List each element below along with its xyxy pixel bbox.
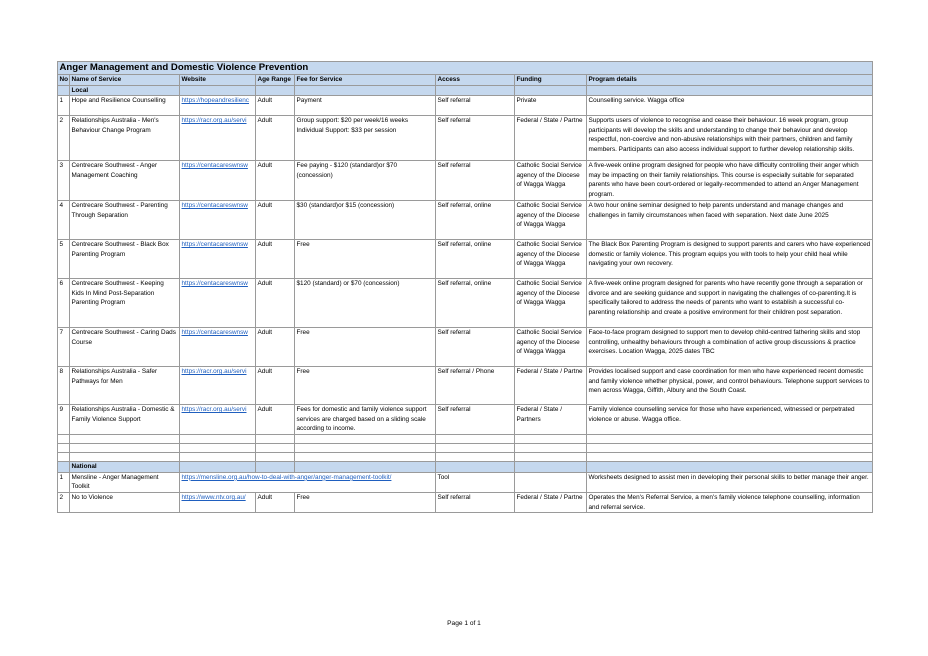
age-range: Adult [256,240,295,279]
empty-cell [70,435,180,444]
table-row [58,367,873,405]
program-details: Face-to-face program designed to support men to develop child-centred fathering skills and stop controlling, unhealthy behaviours through a combination of active group discussions & practice exercises. Location Wagga, 2025 dates TBC [587,328,873,367]
empty-cell [295,453,436,462]
service-name: No to Violence [70,492,180,512]
empty-cell [180,444,256,453]
funding: Private [515,96,587,116]
age-range: Adult [256,279,295,328]
empty-cell [58,444,70,453]
row-number: 2 [58,492,70,512]
website-link[interactable]: https://hopeandresilienc [180,96,256,116]
section-name: Local [70,85,180,96]
age-range: Adult [256,492,295,512]
empty-cell [587,85,873,96]
table-row [58,328,873,367]
table-row [58,405,873,435]
age-range: Adult [256,328,295,367]
empty-cell [587,462,873,473]
program-details: A two hour online seminar designed to help parents understand and manage changes and challenges in family circumstances when faced with separation. Next date June 2025 [587,201,873,240]
row-number: 9 [58,405,70,435]
service-name: Centrecare Southwest - Parenting Through Separation [70,201,180,240]
empty-cell [515,85,587,96]
age-range: Adult [256,96,295,116]
empty-cell [70,453,180,462]
funding [515,472,587,492]
service-name: Mensline - Anger Management Toolkit [70,472,180,492]
empty-cell [436,462,515,473]
section-name: National [70,462,180,473]
age-range: Adult [256,116,295,161]
table-row [58,492,873,512]
program-details: Operates the Men's Referral Service, a men's family violence telephone counselling, information and referral service. [587,492,873,512]
col-header-name: Name of Service [70,75,180,86]
service-name: Relationships Australia - Domestic & Family Violence Support [70,405,180,435]
fee-for-service: Free [295,240,436,279]
website-link[interactable]: https://centacareswnsw [180,279,256,328]
empty-cell [180,453,256,462]
fee-for-service: Free [295,328,436,367]
table-row [58,472,873,492]
program-details: A five-week online program designed for people who have difficulty controlling their anger which may be impacting on their family relationships. This course is especially suitable for separated parents who have been court-ordered or legally-recommended to attend an Anger Management program. [587,161,873,201]
services-table [57,61,873,513]
empty-cell [180,85,256,96]
empty-cell [256,444,295,453]
empty-cell [295,435,436,444]
access: Self referral [436,161,515,201]
empty-cell [256,435,295,444]
empty-cell [295,85,436,96]
table-row [58,161,873,201]
fee-for-service: Fee paying - $120 (standard)or $70 (concession) [295,161,436,201]
empty-row [58,453,873,462]
funding: Catholic Social Service agency of the Diocese of Wagga Wagga [515,240,587,279]
service-name: Hope and Resilience Counselling [70,96,180,116]
empty-cell [295,444,436,453]
website-link[interactable]: https://centacareswnsw [180,201,256,240]
empty-cell [256,453,295,462]
col-header-fee: Fee for Service [295,75,436,86]
funding: Federal / State / Partne [515,367,587,405]
access: Self referral [436,116,515,161]
website-link[interactable]: https://centacareswnsw [180,328,256,367]
col-header-details: Program details [587,75,873,86]
col-header-funding: Funding [515,75,587,86]
row-number: 7 [58,328,70,367]
funding: Federal / State / Partne [515,492,587,512]
empty-cell [436,435,515,444]
empty-cell [515,435,587,444]
row-number: 6 [58,279,70,328]
empty-cell [180,435,256,444]
row-number: 2 [58,116,70,161]
empty-cell [180,462,256,473]
funding: Catholic Social Service agency of the Diocese of Wagga Wagga [515,161,587,201]
website-link[interactable]: https://racr.org.au/servi [180,367,256,405]
empty-cell [436,444,515,453]
website-link[interactable]: https://mensline.org.au/how-to-deal-with-anger/anger-management-toolkit/ [180,472,436,492]
table-row [58,116,873,161]
website-link[interactable]: https://racr.org.au/servi [180,405,256,435]
title-row [58,62,873,75]
program-details: The Black Box Parenting Program is designed to support parents and carers who have experienced domestic or family violence. This program equips you with tools to help your child heal while navigating your own recovery. [587,240,873,279]
header-row [58,75,873,86]
fee-for-service: Free [295,492,436,512]
website-link[interactable]: https://centacareswnsw [180,161,256,201]
service-name: Centrecare Southwest - Keeping Kids In Mind Post-Separation Parenting Program [70,279,180,328]
age-range: Adult [256,367,295,405]
empty-row [58,444,873,453]
col-header-access: Access [436,75,515,86]
table-row [58,96,873,116]
access: Self referral, online [436,240,515,279]
funding: Catholic Social Service agency of the Diocese of Wagga Wagga [515,279,587,328]
access: Self referral, online [436,201,515,240]
fee-for-service: $120 (standard) or $70 (concession) [295,279,436,328]
service-name: Centrecare Southwest - Caring Dads Course [70,328,180,367]
fee-for-service: $30 (standard)or $15 (concession) [295,201,436,240]
service-name: Relationships Australia - Safer Pathways for Men [70,367,180,405]
age-range: Adult [256,161,295,201]
website-link[interactable]: https://www.ntv.org.au/ [180,492,256,512]
fee-for-service: Group support: $20 per week/16 weeks Individual Support: $33 per session [295,116,436,161]
empty-cell [515,444,587,453]
fee-for-service: Payment [295,96,436,116]
access: Self referral [436,96,515,116]
page-footer: Page 1 of 1 [447,620,481,627]
section-row [58,85,873,96]
empty-cell [587,435,873,444]
empty-cell [295,462,436,473]
empty-cell [58,435,70,444]
empty-cell [256,85,295,96]
service-name: Centrecare Southwest - Black Box Parenting Program [70,240,180,279]
access: Self referral / Phone [436,367,515,405]
empty-cell [436,85,515,96]
access: Self referral [436,492,515,512]
program-details: Family violence counselling service for those who have experienced, witnessed or perpetrated violence or abuse. Wagga office. [587,405,873,435]
empty-cell [70,444,180,453]
col-header-age-range: Age Range [256,75,295,86]
program-details: A five-week online program designed for parents who have recently gone through a separation or divorce and are seeking guidance and support in navigating the challenges of co-parenting.It is specifically tailored to address the needs of parents who want to establish a successful co-parenting relationship and create a positive environment for their children post separation. [587,279,873,328]
col-header-website: Website [180,75,256,86]
row-number: 5 [58,240,70,279]
empty-row [58,435,873,444]
section-row [58,462,873,473]
empty-cell [436,453,515,462]
table-row [58,279,873,328]
funding: Catholic Social Service agency of the Diocese of Wagga Wagga [515,201,587,240]
program-details: Worksheets designed to assist men in developing their personal skills to better manage their anger. [587,472,873,492]
fee-for-service: Fees for domestic and family violence support services are charged based on a sliding scale according to income. [295,405,436,435]
program-details: Supports users of violence to recognise and cease their behaviour. 16 week program, group participants will develop the skills and understanding to change their behaviour and develop respectful, non-coercive and non-abusive relationships with their partners, children and family members. Participants can also access individual support to further develop relationship skills. [587,116,873,161]
website-link[interactable]: https://centacareswnsw [180,240,256,279]
website-link[interactable]: https://racr.org.au/servi [180,116,256,161]
fee-for-service: Free [295,367,436,405]
empty-cell [515,462,587,473]
program-details: Counselling service. Wagga office [587,96,873,116]
service-name: Centrecare Southwest - Anger Management Coaching [70,161,180,201]
age-range: Adult [256,405,295,435]
sheet-title: Anger Management and Domestic Violence Prevention [58,62,873,75]
row-number: 3 [58,161,70,201]
row-number: 1 [58,472,70,492]
service-name: Relationships Australia - Men's Behaviour Change Program [70,116,180,161]
col-header-no: No [58,75,70,86]
funding: Federal / State / Partners [515,405,587,435]
empty-cell [58,462,70,473]
empty-cell [256,462,295,473]
empty-cell [58,453,70,462]
table-row [58,201,873,240]
funding: Catholic Social Service agency of the Diocese of Wagga Wagga [515,328,587,367]
table-row [58,240,873,279]
funding: Federal / State / Partne [515,116,587,161]
age-range: Adult [256,201,295,240]
access: Self referral [436,405,515,435]
row-number: 4 [58,201,70,240]
empty-cell [58,85,70,96]
row-number: 1 [58,96,70,116]
access: Tool [436,472,515,492]
program-details: Provides localised support and case coordination for men who have experienced recent domestic and family violence whether physical, power, and control behaviours. Telephone support services to men across Wagga, Giffith, Albury and the South Coast. [587,367,873,405]
empty-cell [587,444,873,453]
row-number: 8 [58,367,70,405]
access: Self referral [436,328,515,367]
empty-cell [515,453,587,462]
empty-cell [587,453,873,462]
spreadsheet [57,61,872,513]
access: Self referral, online [436,279,515,328]
